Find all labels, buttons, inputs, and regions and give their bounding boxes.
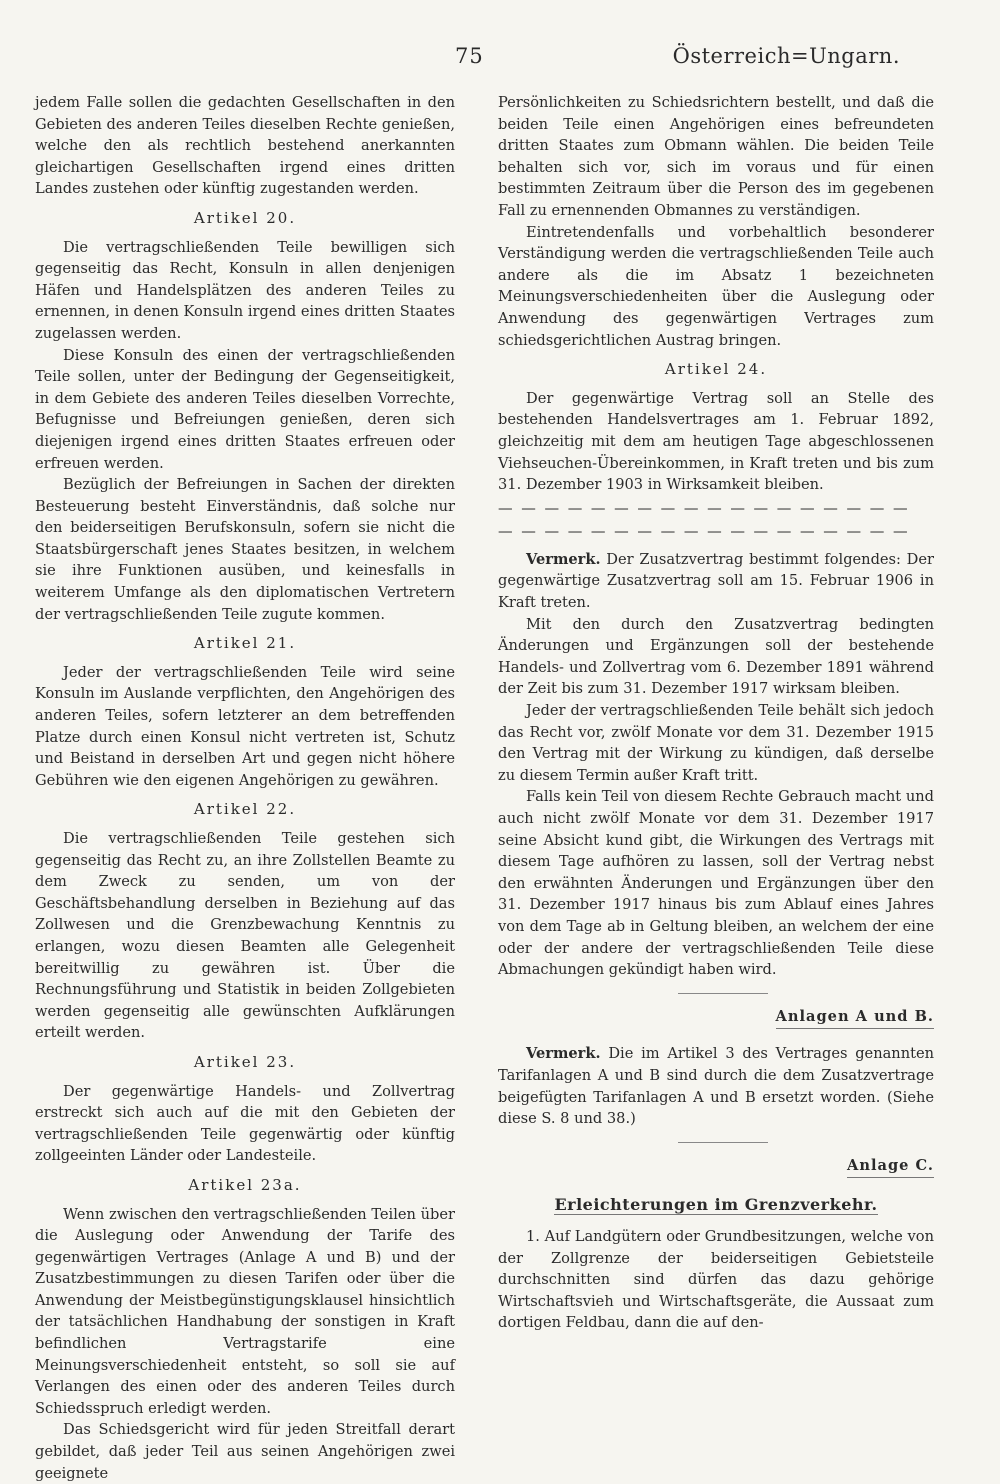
paragraph: Wenn zwischen den vertragschließenden Teilen über die Auslegung oder Anwendung der Tarife des gegenwärtigen Vertrages (Anlage A und B) und der Zusatzbestimmungen zu diesen Tarifen oder über die Anwendung der Meistbegünstigungsklausel hinsichtlich der tatsächlichen Handhabung der sonstigen in Kraft befindlichen Vertragstarife eine Meinungsverschiedenheit entsteht, so soll sie auf Verlangen des einen oder des anderen Teiles durch Schiedsspruch erledigt werden. bbox=[35, 1205, 455, 1417]
article-heading: Artikel 23. bbox=[193, 1052, 297, 1071]
annex-heading: Anlagen A und B. bbox=[776, 1006, 934, 1030]
page-number: 75 bbox=[455, 44, 484, 68]
remark-paragraph bbox=[498, 549, 934, 614]
paragraph: Mit den durch den Zusatzvertrag bedingten Änderungen und Ergänzungen soll der bestehende Handels- und Zollvertrag vom 6. Dezember 1891 während der Zeit bis zum 31. Dezember 1917 wirksam bleiben. bbox=[498, 615, 934, 698]
article-heading: Artikel 24. bbox=[664, 360, 768, 379]
running-head: Österreich=Ungarn. bbox=[672, 44, 900, 68]
paragraph: Diese Konsuln des einen der vertragschließenden Teile sollen, unter der Bedingung der Gegenseitigkeit, in dem Gebiete des anderen Teiles dieselben Vorrechte, Befugnisse und Befreiungen genießen, deren sich diejenigen irgend eines dritten Staates erfreuen oder erfreuen werden. bbox=[35, 346, 455, 472]
left-column bbox=[35, 92, 455, 1484]
right-column bbox=[498, 92, 934, 1334]
dash-line: — — — — — — — — — — — — — — — — — — bbox=[498, 499, 910, 517]
remark-text: Die im Artikel 3 des Vertrages genannten Tarifanlagen A und B sind durch die dem Zusatzvertrage beigefügten Tarifanlagen A und B ersetzt worden. (Siehe diese S. 8 und 38.) bbox=[498, 1045, 934, 1128]
paragraph: Die vertragschließenden Teile bewilligen sich gegenseitig das Recht, Konsuln in allen denjenigen Häfen und Handelsplätzen des anderen Teiles zu ernennen, in denen Konsuln irgend eines dritten Staates zugelassen werden. bbox=[35, 238, 455, 342]
paragraph: jedem Falle sollen die gedachten Gesellschaften in den Gebieten des anderen Teiles dieselben Rechte genießen, welche den als rechtlich bestehend anerkannten gleichartigen Gesellschaften irgend eines dritten Landes zustehen oder künftig zugestanden werden. bbox=[35, 94, 455, 198]
paragraph: Bezüglich der Befreiungen in Sachen der direkten Besteuerung besteht Einverständnis, daß solche nur den beiderseitigen Berufskonsuln, sofern sie nicht die Staatsbürgerschaft jenes Staates besitzen, in welchem sie ihre Funktionen ausüben, und keinesfalls in weiterem Umfange als den diplomatischen Vertretern der vertragschließenden Teile zugute kommen. bbox=[35, 476, 455, 623]
remark-label: Vermerk. bbox=[526, 550, 601, 568]
paragraph: Der gegenwärtige Vertrag soll an Stelle des bestehenden Handelsvertrages am 1. Februar 1892, gleichzeitig mit dem am heutigen Tage abgeschlossenen Viehseuchen-Übereinkommen, in Kraft treten und bis zum 31. Dezember 1903 in Wirksamkeit bleiben. bbox=[498, 389, 934, 494]
article-heading: Artikel 21. bbox=[193, 634, 297, 653]
remark-label: Vermerk. bbox=[526, 1045, 601, 1063]
dash-line: — — — — — — — — — — — — — — — — — — bbox=[498, 523, 910, 541]
section-title-text: Erleichterungen im Grenzverkehr. bbox=[554, 1195, 878, 1215]
article-heading: Artikel 20. bbox=[193, 208, 297, 227]
section-title bbox=[498, 1194, 934, 1216]
article-heading: Artikel 23a. bbox=[188, 1175, 302, 1194]
remark-text: Der Zusatzvertrag bestimmt folgendes: Der gegenwärtige Zusatzvertrag soll am 15. Februar 1906 in Kraft treten. bbox=[498, 550, 934, 612]
paragraph: Eintretendenfalls und vorbehaltlich besonderer Verständigung werden die vertragschließenden Teile auch andere als die im Absatz 1 bezeichneten Meinungsverschiedenheiten über die Auslegung oder Anwendung des gegenwärtigen Vertrages zum schiedsgerichtlichen Austrag bringen. bbox=[498, 223, 934, 349]
annex-heading: Anlage C. bbox=[847, 1155, 934, 1179]
paragraph: Das Schiedsgericht wird für jeden Streitfall derart gebildet, daß jeder Teil aus seinen Angehörigen zwei geeignete bbox=[35, 1421, 455, 1482]
paragraph: Falls kein Teil von diesem Rechte Gebrauch macht und auch nicht zwölf Monate vor dem 31. Dezember 1917 seine Absicht kund gibt, die Wirkungen des Vertrags mit diesem Tage aufhören zu lassen, soll der Vertrag nebst den erwähnten Änderungen und Ergänzungen über den 31. Dezember 1917 hinaus bis zum Ablauf eines Jahres von dem Tage ab in Geltung bleiben, an welchem der eine oder der andere der vertragschließenden Teile diese Abmachungen gekündigt haben wird. bbox=[498, 788, 934, 979]
paragraph: Der gegenwärtige Handels- und Zollvertrag erstreckt sich auch auf die mit den Gebieten der vertragschließenden Teile gegenwärtig oder künftig zollgeeinten Länder oder Landesteile. bbox=[35, 1082, 455, 1165]
paragraph: Persönlichkeiten zu Schiedsrichtern bestellt, und daß die beiden Teile einen Angehörigen eines befreundeten dritten Staates zum Obmann wählen. Die beiden Teile behalten sich vor, sich im voraus und für einen bestimmten Zeitraum über die Person des im gegebenen Fall zu ernennenden Obmannes zu verständigen. bbox=[498, 94, 934, 219]
paragraph: Jeder der vertragschließenden Teile behält sich jedoch das Recht vor, zwölf Monate vor dem 31. Dezember 1915 den Vertrag mit der Wirkung zu kündigen, daß derselbe zu diesem Termin außer Kraft tritt. bbox=[498, 702, 934, 784]
remark-paragraph bbox=[498, 1043, 934, 1129]
paragraph: Jeder der vertragschließenden Teile wird seine Konsuln im Auslande verpflichten, den Angehörigen des anderen Teiles, sofern letzterer an dem betreffenden Platze durch einen Konsul nicht vertreten ist, Schutz und Beistand in derselben Art und gegen nicht höhere Gebühren wie den eigenen Angehörigen zu gewähren. bbox=[35, 663, 455, 789]
divider bbox=[678, 993, 768, 994]
divider bbox=[678, 1142, 768, 1143]
article-heading: Artikel 22. bbox=[193, 800, 297, 819]
paragraph: 1. Auf Landgütern oder Grundbesitzungen, welche von der Zollgrenze der beiderseitigen Gebietsteile durchschnitten sind dürfen das dazu gehörige Wirtschaftsvieh und Wirtschaftsgeräte, die Aussaat zum dortigen Feldbau, dann die auf den- bbox=[498, 1227, 934, 1332]
paragraph: Die vertragschließenden Teile gestehen sich gegenseitig das Recht zu, an ihre Zollstellen Beamte zu dem Zweck zu senden, um von der Geschäftsbehandlung derselben in Beziehung auf das Zollwesen und die Grenzbewachung Kenntnis zu erlangen, wozu diesen Beamten alle Gelegenheit bereitwillig zu gewähren ist. Über die Rechnungsführung und Statistik in beiden Zollgebieten werden gegenseitig alle gewünschten Aufklärungen erteilt werden. bbox=[35, 830, 455, 1042]
